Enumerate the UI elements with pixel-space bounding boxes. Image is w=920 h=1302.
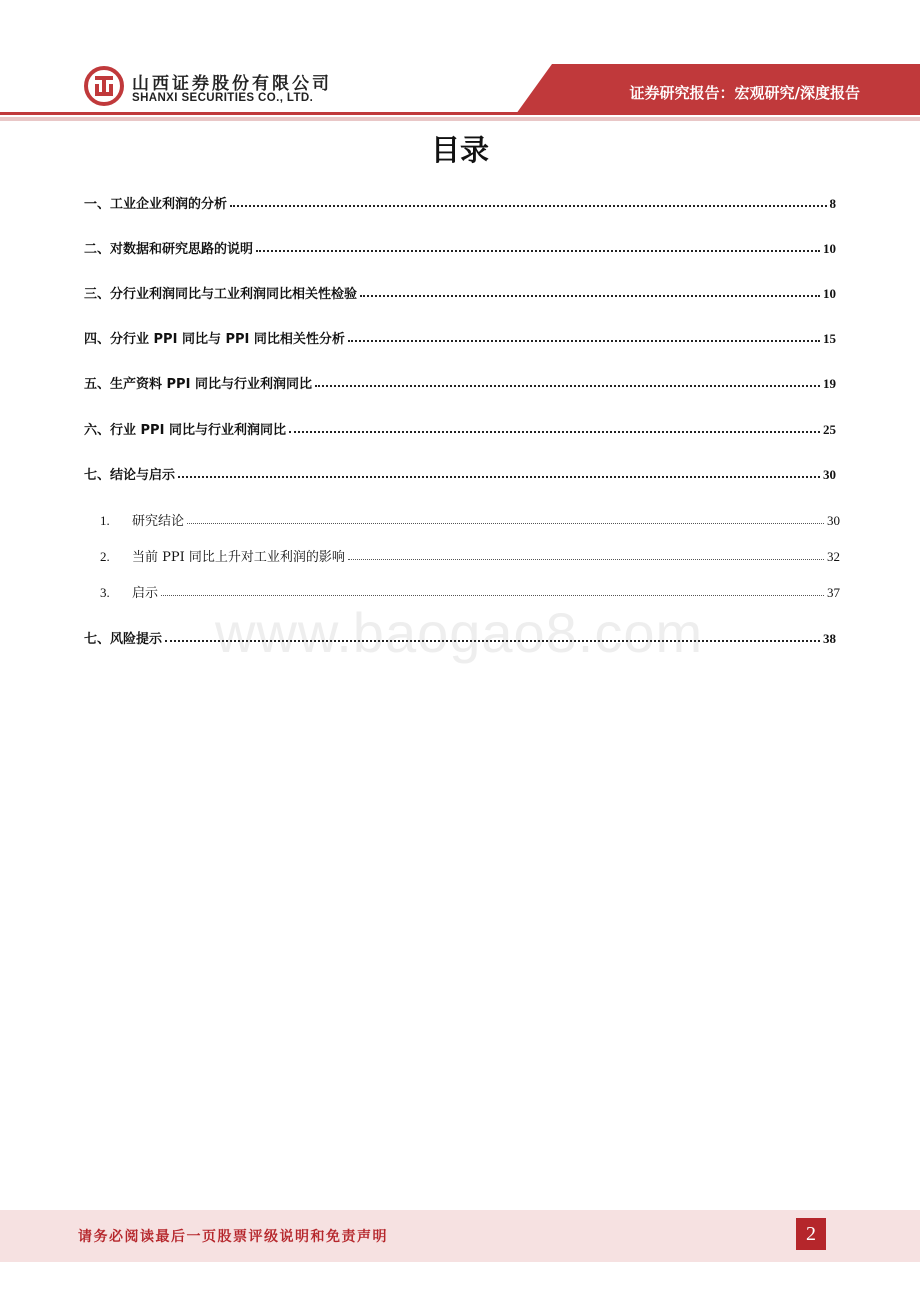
toc-entry-page: 19 <box>823 376 836 391</box>
toc-entry-label: 七、结论与启示 <box>84 468 176 483</box>
company-name-en: SHANXI SECURITIES CO., LTD. <box>132 92 314 104</box>
toc-entry-label: 六、行业 PPI 同比与行业利润同比 <box>84 423 286 438</box>
toc-entry-page: 15 <box>823 331 836 346</box>
page-footer <box>0 1210 920 1262</box>
toc-leader-dots <box>161 595 824 596</box>
toc-entry-page: 25 <box>823 422 836 437</box>
toc-sub-entry[interactable] <box>100 541 840 565</box>
toc-entry-page: 30 <box>823 467 836 482</box>
toc-entry[interactable] <box>84 368 836 392</box>
toc-leader-dots <box>187 523 824 524</box>
toc-sub-entry-number: 3. <box>100 585 110 600</box>
watermark: www.baogao8.com <box>215 601 704 664</box>
toc-leader-dots <box>348 340 820 342</box>
toc-entry[interactable] <box>84 188 836 212</box>
toc-leader-dots <box>315 385 820 387</box>
toc-leader-dots <box>289 431 820 433</box>
toc-sub-entry-label: 研究结论 <box>132 514 185 529</box>
toc-entry-page: 10 <box>823 286 836 301</box>
toc-sub-entry[interactable] <box>100 577 840 601</box>
toc-entry-label: 五、生产资料 PPI 同比与行业利润同比 <box>84 377 312 392</box>
toc-entry-label: 七、风险提示 <box>84 632 163 647</box>
toc-sub-entry-label: 启示 <box>132 586 159 601</box>
footer-disclaimer: 请务必阅读最后一页股票评级说明和免责声明 <box>78 1229 388 1245</box>
page-number: 2 <box>796 1218 826 1250</box>
company-name-cn: 山西证券股份有限公司 <box>132 74 332 94</box>
toc-sub-entry-number: 2. <box>100 549 110 564</box>
toc-leader-dots <box>360 295 820 297</box>
toc-entry-label: 三、分行业利润同比与工业利润同比相关性检验 <box>84 287 358 302</box>
toc-entry[interactable] <box>84 323 836 347</box>
toc-leader-dots <box>256 250 820 252</box>
toc-entry[interactable] <box>84 459 836 483</box>
toc-entry-label: 四、分行业 PPI 同比与 PPI 同比相关性分析 <box>84 332 345 347</box>
toc-entry[interactable] <box>84 278 836 302</box>
toc-entry-label: 一、工业企业利润的分析 <box>84 197 228 212</box>
toc-entry-page: 8 <box>829 196 836 211</box>
toc-entry[interactable] <box>84 233 836 257</box>
toc-sub-entry-page: 30 <box>827 513 840 528</box>
toc-leader-dots <box>178 476 820 478</box>
toc-entry-label: 二、对数据和研究思路的说明 <box>84 242 254 257</box>
toc-sub-entry-page: 32 <box>827 549 840 564</box>
toc-sub-entry[interactable] <box>100 505 840 529</box>
toc-sub-entry-number: 1. <box>100 513 110 528</box>
toc-entry-page: 10 <box>823 241 836 256</box>
toc-entry[interactable] <box>84 414 836 438</box>
report-type: 证券研究报告：宏观研究/深度报告 <box>629 84 860 102</box>
toc-title: 目录 <box>430 133 489 167</box>
toc-sub-entry-label: 当前 PPI 同比上升对工业利润的影响 <box>132 550 345 565</box>
toc-sub-entry-page: 37 <box>827 585 840 600</box>
toc-leader-dots <box>230 205 826 207</box>
page-header <box>0 0 920 125</box>
company-logo-icon <box>84 66 124 106</box>
toc-leader-dots <box>348 559 824 560</box>
toc-entry-page: 38 <box>823 631 836 646</box>
